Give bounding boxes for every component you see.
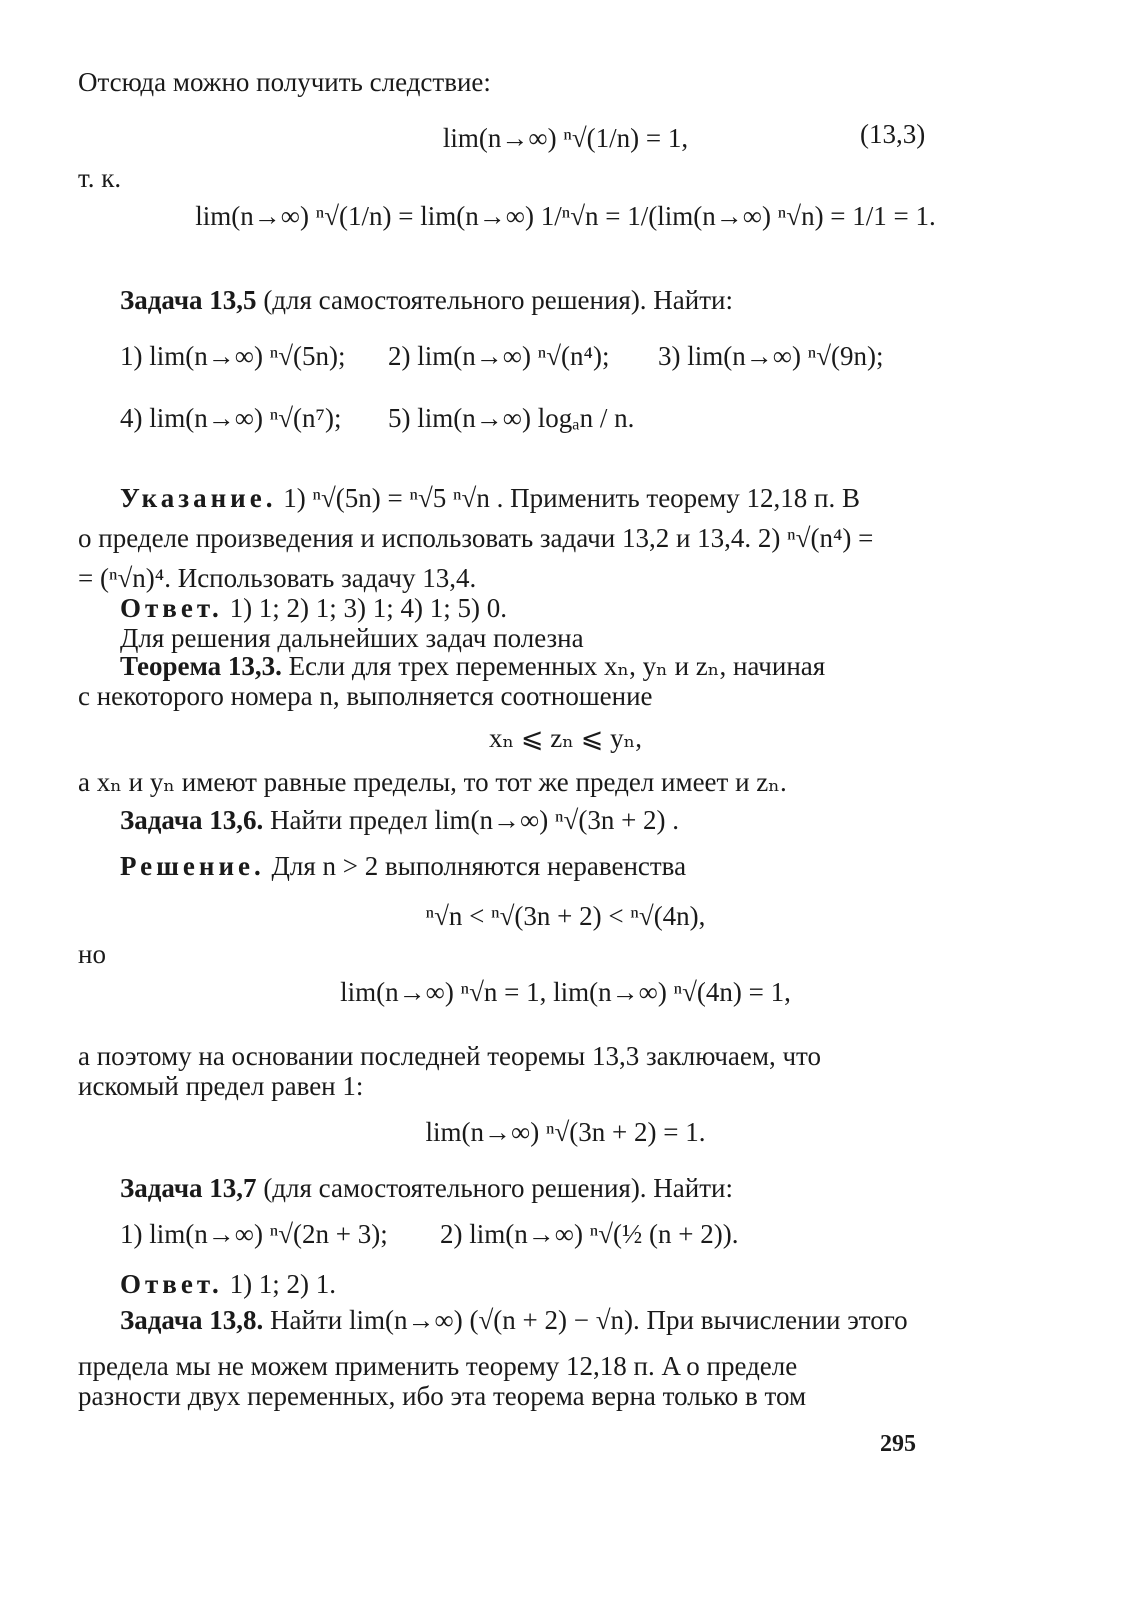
hint-line: о пределе произведения и использовать задачи 13,2 и 13,4. 2) ⁿ√(n⁴) = bbox=[78, 523, 874, 553]
text-line: разности двух переменных, ибо эта теорема верна только в том bbox=[78, 1381, 807, 1411]
problem-item: 1) lim(n→∞) ⁿ√(5n); bbox=[120, 341, 346, 371]
text-line: но bbox=[78, 939, 106, 969]
hint-line bbox=[120, 482, 860, 514]
problem-text: (для самостоятельного решения). Найти: bbox=[256, 285, 733, 315]
text-line: с некоторого номера n, выполняется соотношение bbox=[78, 681, 653, 711]
problem-item: 2) lim(n→∞) ⁿ√(½ (n + 2)). bbox=[440, 1219, 739, 1249]
formula-result: lim(n→∞) ⁿ√(3n + 2) = 1. bbox=[425, 1117, 706, 1147]
answer-line bbox=[120, 1268, 336, 1300]
theorem-label: Теорема 13,3. bbox=[120, 651, 282, 681]
problem-label: Задача 13,5 bbox=[120, 285, 257, 315]
problem-label: Задача 13,6. bbox=[120, 805, 264, 835]
answer-text: 1) 1; 2) 1. bbox=[222, 1269, 337, 1299]
problem-13-7-heading bbox=[120, 1172, 733, 1204]
equation-number: (13,3) bbox=[860, 119, 926, 149]
answer-text: 1) 1; 2) 1; 3) 1; 4) 1; 5) 0. bbox=[222, 593, 508, 623]
page-number: 295 bbox=[880, 1431, 916, 1457]
problem-text: Найти lim(n→∞) (√(n + 2) − √n). При вычислении этого bbox=[263, 1305, 908, 1335]
hint-text: 1) ⁿ√(5n) = ⁿ√5 ⁿ√n . Применить теорему 12,18 п. B bbox=[276, 483, 860, 513]
problem-item: 5) lim(n→∞) logₐn / n. bbox=[388, 403, 635, 433]
text-line: а поэтому на основании последней теоремы 13,3 заключаем, что bbox=[78, 1041, 821, 1071]
problem-text: Найти предел lim(n→∞) ⁿ√(3n + 2) . bbox=[263, 805, 680, 835]
solution-line bbox=[120, 850, 686, 882]
text-line: а xₙ и yₙ имеют равные пределы, то тот же предел имеет и zₙ. bbox=[78, 767, 787, 797]
theorem-text: Если для трех переменных xₙ, yₙ и zₙ, начиная bbox=[281, 651, 826, 681]
theorem-line bbox=[120, 650, 825, 682]
hint-label: Указание. bbox=[120, 483, 277, 513]
problem-item: 4) lim(n→∞) ⁿ√(n⁷); bbox=[120, 403, 342, 433]
problem-13-6-line bbox=[120, 804, 679, 836]
formula-limit-chain: lim(n→∞) ⁿ√(1/n) = lim(n→∞) 1/ⁿ√n = 1/(lim(n→∞) ⁿ√n) = 1/1 = 1. bbox=[195, 201, 936, 231]
solution-label: Решение. bbox=[120, 851, 265, 881]
problem-item: 1) lim(n→∞) ⁿ√(2n + 3); bbox=[120, 1219, 388, 1249]
formula-limits: lim(n→∞) ⁿ√n = 1, lim(n→∞) ⁿ√(4n) = 1, bbox=[340, 977, 791, 1007]
problem-13-8-line bbox=[120, 1304, 908, 1336]
text-line: Отсюда можно получить следствие: bbox=[78, 67, 491, 97]
solution-text: Для n > 2 выполняются неравенства bbox=[264, 851, 687, 881]
problem-item: 2) lim(n→∞) ⁿ√(n⁴); bbox=[388, 341, 610, 371]
problem-text: (для самостоятельного решения). Найти: bbox=[256, 1173, 733, 1203]
answer-label: Ответ. bbox=[120, 593, 223, 623]
formula-inequality: xₙ ⩽ zₙ ⩽ yₙ, bbox=[488, 723, 643, 753]
text-line: искомый предел равен 1: bbox=[78, 1071, 364, 1101]
problem-13-5-heading bbox=[120, 284, 733, 316]
problem-label: Задача 13,8. bbox=[120, 1305, 264, 1335]
formula-inequality-chain: ⁿ√n < ⁿ√(3n + 2) < ⁿ√(4n), bbox=[425, 901, 706, 931]
problem-label: Задача 13,7 bbox=[120, 1173, 257, 1203]
formula-13-3: lim(n→∞) ⁿ√(1/n) = 1, bbox=[442, 123, 689, 153]
answer-label: Ответ. bbox=[120, 1269, 223, 1299]
hint-line: = (ⁿ√n)⁴. Использовать задачу 13,4. bbox=[78, 563, 477, 593]
text-line: Для решения дальнейших задач полезна bbox=[120, 623, 584, 653]
text-line: предела мы не можем применить теорему 12,18 п. A о пределе bbox=[78, 1351, 798, 1381]
text-line: т. к. bbox=[78, 163, 122, 193]
answer-line bbox=[120, 592, 507, 624]
problem-item: 3) lim(n→∞) ⁿ√(9n); bbox=[658, 341, 884, 371]
